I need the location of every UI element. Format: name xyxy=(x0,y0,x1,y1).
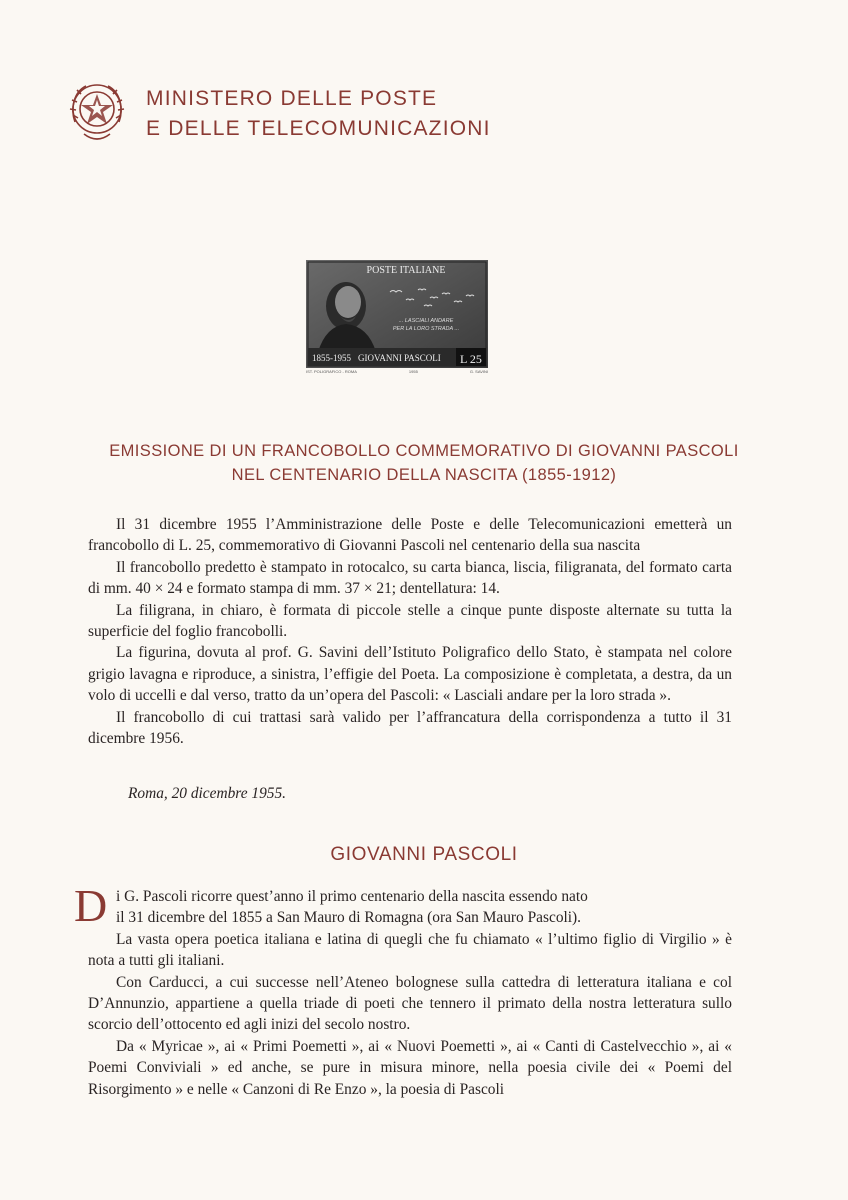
stamp-verse-line-2: PER LA LORO STRADA ... xyxy=(392,326,460,332)
ministry-line-2: E DELLE TELECOMUNICAZIONI xyxy=(146,117,491,140)
biography-paragraph: il 31 dicembre del 1855 a San Mauro di Romagna (ora San Mauro Pascoli). xyxy=(116,909,582,927)
biography-title: GIOVANNI PASCOLI xyxy=(330,844,518,865)
stamp-imprint xyxy=(306,369,488,374)
issue-title-line-1: EMISSIONE DI UN FRANCOBOLLO COMMEMORATIVO DI GIOVANNI PASCOLI xyxy=(109,442,739,460)
italian-republic-emblem-icon xyxy=(66,78,128,144)
announcement-paragraph: Il francobollo di cui trattasi sarà valido per l’affrancatura della corrispondenza a tutto il 31 dicembre 1956. xyxy=(88,708,732,748)
announcement-paragraph: La figurina, dovuta al prof. G. Savini dell’Istituto Poligrafico dello Stato, è stampata nel colore grigio lavagna e riproduce, a sinistra, l’effigie del Poeta. La composizione è completata, a destra, da un volo di uccelli e dal verso, tratto da un’opera del Pascoli: « Lasciali andare per la loro strada ». xyxy=(88,644,732,705)
stamp-value: L 25 xyxy=(460,352,482,366)
issue-title-line-2: NEL CENTENARIO DELLA NASCITA (1855-1912) xyxy=(231,466,617,484)
stamp-name: GIOVANNI PASCOLI xyxy=(358,353,441,363)
biography-paragraph: La vasta opera poetica italiana e latina di quegli che fu chiamato « l’ultimo figlio di Virgilio » è nota a tutti gli italiani. xyxy=(88,930,732,970)
biography-paragraph: Con Carducci, a cui successe nell’Ateneo bolognese sulla cattedra di letteratura italiana e col D’Annunzio, appartiene a quella triade di poeti che tennero il primato della nostra letteratura sullo scorcio dell’ottocento ed agli inizi del secolo nostro. xyxy=(88,973,732,1034)
header xyxy=(66,78,491,144)
commemorative-stamp-image xyxy=(306,260,488,368)
stamp-designer: G. SAVINI xyxy=(469,369,488,374)
announcement-paragraph: Il francobollo predetto è stampato in rotocalco, su carta bianca, liscia, filigranata, del formato carta di mm. 40 × 24 e formato stampa di mm. 37 × 21; dentellatura: 14. xyxy=(88,558,732,598)
announcement-paragraph: Il 31 dicembre 1955 l’Amministrazione delle Poste e delle Telecomunicazioni emetterà un francobollo di L. 25, commemorativo di Giovanni Pascoli nel centenario della sua nascita xyxy=(88,516,732,555)
biography-paragraph: Da « Myricae », ai « Primi Poemetti », ai « Nuovi Poemetti », ai « Canti di Castelvecchio », ai « Poemi Conviviali » ed anche, se pure in misura minore, nella poesia civile dei « Poemi del Risorgimento » e nelle « Canzoni di Re Enzo », la poesia di Pascoli xyxy=(88,1037,732,1098)
announcement-date: Roma, 20 dicembre 1955. xyxy=(128,785,287,802)
stamp-years: 1855-1955 xyxy=(312,353,351,363)
stamp-top-text: POSTE ITALIANE xyxy=(366,265,446,276)
drop-cap: D xyxy=(74,880,108,931)
stamp-printer: IST. POLIGRAFICO - ROMA xyxy=(306,369,357,374)
ministry-name xyxy=(146,84,491,144)
ministry-line-1: MINISTERO DELLE POSTE xyxy=(146,87,438,110)
biography-opening xyxy=(74,880,732,931)
biography-paragraph: i G. Pascoli ricorre quest’anno il primo centenario della nascita essendo nato xyxy=(116,888,588,905)
announcement-text xyxy=(88,514,732,749)
biography-text xyxy=(74,880,732,1100)
stamp-print-year: 1955 xyxy=(408,369,418,374)
stamp-verse-line-1: ... LASCIALI ANDARE xyxy=(398,318,454,324)
announcement-paragraph: La filigrana, in chiaro, è formata di piccole stelle a cinque punte disposte alternate su tutta la superficie del foglio francobolli. xyxy=(88,601,732,641)
